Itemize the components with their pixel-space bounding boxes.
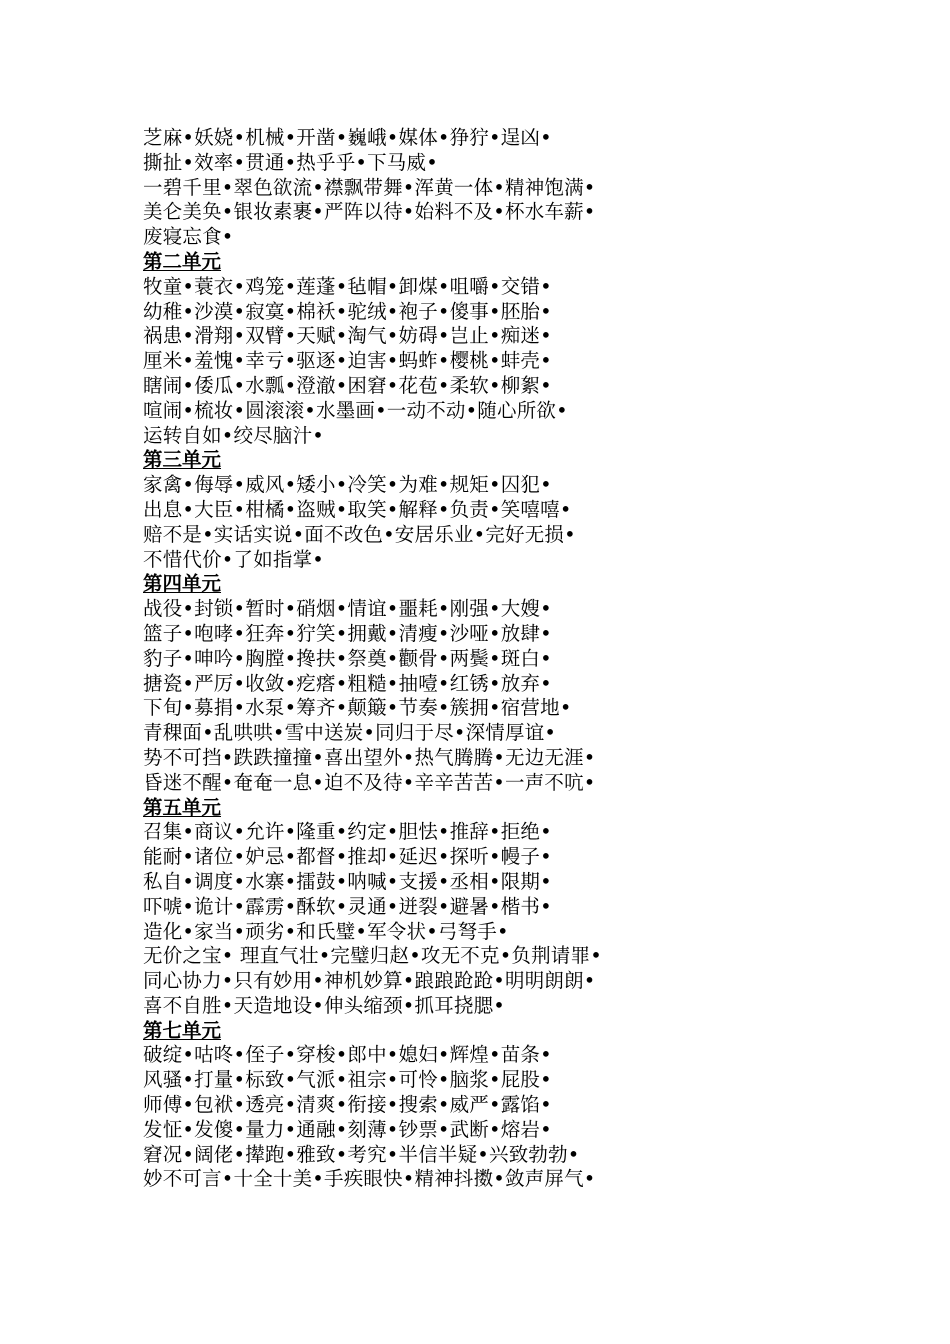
word-line: 不惜代价•了如指掌•	[143, 547, 325, 571]
word-line: 一碧千里•翠色欲流•襟飘带舞•浑黄一体•精神饱满•	[143, 175, 596, 199]
unit-heading: 第七单元	[143, 1018, 222, 1042]
word-line: 瞎闹•倭瓜•水瓢•澄澈•困窘•花苞•柔软•柳絮•	[143, 373, 552, 397]
word-line: 幼稚•沙漠•寂寞•棉袄•驼绒•袍子•傻事•胚胎•	[143, 299, 552, 323]
section-unit-2	[143, 250, 703, 448]
word-line: 厘米•羞愧•幸亏•驱逐•迫害•蚂蚱•樱桃•蚌壳•	[143, 349, 552, 373]
vocabulary-page	[143, 126, 703, 1192]
word-line: 破绽•咕咚•侄子•穿梭•郎中•媳妇•辉煌•苗条•	[143, 1043, 552, 1067]
unit-heading: 第四单元	[143, 572, 222, 596]
unit-heading: 第三单元	[143, 448, 222, 472]
word-line: 喜不自胜•天造地设•伸头缩颈•抓耳挠腮•	[143, 993, 506, 1017]
word-line: 妙不可言•十全十美•手疾眼快•精神抖擞•敛声屏气•	[143, 1167, 596, 1191]
word-line: 造化•家当•顽劣•和氏璧•军令状•弓弩手•	[143, 919, 509, 943]
word-line: 青稞面•乱哄哄•雪中送炭•同归于尽•深情厚谊•	[143, 721, 557, 745]
word-line: 窘况•阔佬•撵跑•雅致•考究•半信半疑•兴致勃勃•	[143, 1142, 580, 1166]
word-line: 势不可挡•跌跌撞撞•喜出望外•热气腾腾•无边无涯•	[143, 745, 596, 769]
section-unit-3	[143, 448, 703, 572]
word-line: 祸患•滑翔•双臂•天赋•淘气•妨碍•岂止•痴迷•	[143, 324, 552, 348]
word-line: 召集•商议•允许•隆重•约定•胆怯•推辞•拒绝•	[143, 820, 552, 844]
word-line: 出息•大臣•柑橘•盗贼•取笑•解释•负责•笑嘻嘻•	[143, 497, 572, 521]
section-unit-4	[143, 572, 703, 795]
word-line: 运转自如•绞尽脑汁•	[143, 423, 325, 447]
word-line: 喧闹•梳妆•圆滚滚•水墨画•一动不动•随心所欲•	[143, 398, 568, 422]
word-line: 发怔•发傻•量力•通融•刻薄•钞票•武断•熔岩•	[143, 1117, 552, 1141]
unit-heading: 第二单元	[143, 249, 222, 273]
word-line: 战役•封锁•暂时•硝烟•情谊•噩耗•刚强•大嫂•	[143, 597, 552, 621]
word-line: 篮子•咆哮•狂奔•狞笑•拥戴•清瘦•沙哑•放肆•	[143, 621, 552, 645]
word-line: 豹子•呻吟•胸膛•搀扶•祭奠•颧骨•两鬓•斑白•	[143, 646, 552, 670]
word-line: 昏迷不醒•奄奄一息•迫不及待•辛辛苦苦•一声不吭•	[143, 770, 596, 794]
word-line: 美仑美奂•银妆素裹•严阵以待•始料不及•杯水车薪•	[143, 200, 596, 224]
word-line: 赔不是•实话实说•面不改色•安居乐业•完好无损•	[143, 522, 576, 546]
word-line: 搪瓷•严厉•收敛•疙瘩•粗糙•抽噎•红锈•放弃•	[143, 671, 552, 695]
word-line: 师傅•包袱•透亮•清爽•衔接•搜索•威严•露馅•	[143, 1093, 552, 1117]
word-line: 同心协力•只有妙用•神机妙算•踉踉跄跄•明明朗朗•	[143, 969, 596, 993]
unit-heading: 第五单元	[143, 795, 222, 819]
word-line: 吓唬•诡计•霹雳•酥软•灵通•迸裂•避暑•楷书•	[143, 894, 552, 918]
section-unit-7	[143, 1019, 703, 1193]
word-line: 家禽•侮辱•威风•矮小•冷笑•为难•规矩•囚犯•	[143, 473, 552, 497]
word-line: 无价之宝• 理直气壮•完璧归赵•攻无不克•负荆请罪•	[143, 944, 602, 968]
word-line: 下旬•募捐•水泵•筹齐•颠簸•节奏•簇拥•宿营地•	[143, 696, 572, 720]
word-line: 芝麻•妖娆•机械•开凿•巍峨•媒体•狰狞•逞凶•	[143, 126, 552, 149]
word-line: 撕扯•效率•贯通•热乎乎•下马威•	[143, 150, 438, 174]
word-line: 能耐•诸位•妒忌•都督•推却•延迟•探听•幔子•	[143, 845, 552, 869]
section-1	[143, 126, 703, 250]
word-line: 牧童•蓑衣•鸡笼•莲蓬•毡帽•卸煤•咀嚼•交错•	[143, 274, 552, 298]
word-line: 废寝忘食•	[143, 225, 234, 249]
word-line: 风骚•打量•标致•气派•祖宗•可怜•脑浆•屁股•	[143, 1068, 552, 1092]
section-unit-5	[143, 796, 703, 1019]
word-line: 私自•调度•水寨•擂鼓•呐喊•支援•丞相•限期•	[143, 869, 552, 893]
